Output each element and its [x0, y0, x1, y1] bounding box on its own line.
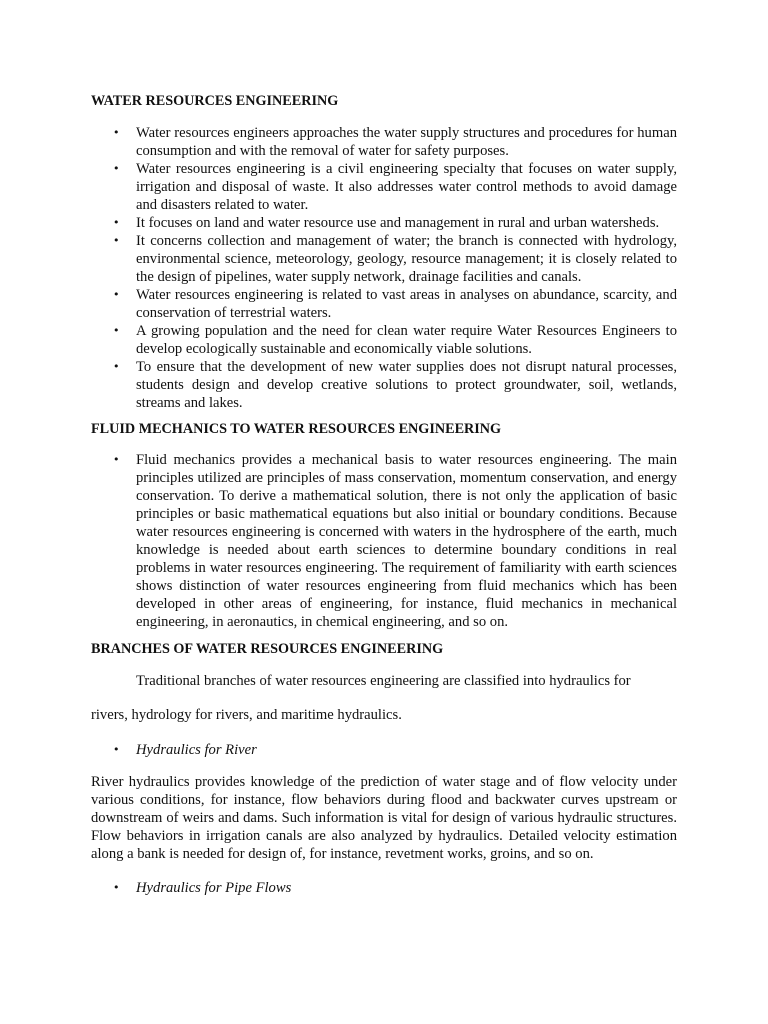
subheading-text: Hydraulics for Pipe Flows: [136, 880, 292, 896]
bullet-icon: •: [113, 881, 120, 894]
section-heading: BRANCHES OF WATER RESOURCES ENGINEERING: [91, 641, 444, 657]
subheading-text: Hydraulics for River: [136, 742, 257, 758]
section-heading: WATER RESOURCES ENGINEERING: [91, 93, 339, 109]
list-item: [91, 451, 677, 631]
section-fluid-mechanics: [91, 420, 677, 631]
subheading-hydraulics-for-river: [91, 741, 677, 759]
bullet-icon: •: [113, 288, 120, 301]
subheading-hydraulics-for-pipe-flows: [91, 879, 677, 897]
list-item-text: Fluid mechanics provides a mechanical basis to water resources engineering. The main principles utilized are principles of mass conservation, momentum conservation, and energy conservation. To derive a mathematical solution, there is not only the application of basic principles or basic mathematical equations but also initial or boundary conditions. Because water resources engineering is concerned with waters in the hydrosphere of the earth, much knowledge is needed about earth sciences to determine boundary conditions in real problems in water resources engineering. The requirement of familiarity with earth sciences shows distinction of water resources engineering from fluid mechanics which has been developed in other areas of engineering, for instance, fluid mechanics in mechanical engineering, in aeronautics, in chemical engineering, and so on.: [136, 452, 677, 630]
document-page: [91, 92, 677, 897]
list-item: [91, 160, 677, 214]
list-item: [91, 214, 677, 232]
bullet-list: [91, 124, 677, 412]
list-item-text: A growing population and the need for clean water require Water Resources Engineers to develop ecologically sustainable and economically viable solutions.: [136, 323, 677, 357]
list-item-text: Water resources engineering is a civil engineering specialty that focuses on water supply, irrigation and disposal of waste. It also addresses water control methods to avoid damage and disasters related to water.: [136, 161, 677, 213]
list-item-text: It concerns collection and management of water; the branch is connected with hydrology, environmental science, meteorology, geology, resource management; it is closely related to the design of pipelines, water supply network, drainage facilities and canals.: [136, 233, 677, 285]
bullet-icon: •: [113, 234, 120, 247]
intro-paragraph-line-2: rivers, hydrology for rivers, and maritime hydraulics.: [91, 707, 402, 723]
list-item-text: It focuses on land and water resource use and management in rural and urban watersheds.: [136, 215, 660, 231]
list-item: [91, 124, 677, 160]
bullet-icon: •: [113, 126, 120, 139]
bullet-icon: •: [113, 453, 120, 466]
bullet-list: [91, 451, 677, 631]
list-item-text: Water resources engineers approaches the water supply structures and procedures for human consumption and with the removal of water for safety purposes.: [136, 125, 677, 159]
list-item: [91, 358, 677, 412]
bullet-icon: •: [113, 324, 120, 337]
bullet-icon: •: [113, 162, 120, 175]
list-item: [91, 286, 677, 322]
list-item: [91, 232, 677, 286]
river-hydraulics-paragraph: River hydraulics provides knowledge of the prediction of water stage and of flow velocity under various conditions, for instance, flow behaviors during flood and backwater curves upstream or downstream of weirs and dams. Such information is vital for design of various hydraulic structures. Flow behaviors in irrigation canals are also analyzed by hydraulics. Detailed velocity estimation along a bank is needed for design of, for instance, revetment works, groins, and so on.: [91, 774, 677, 862]
list-item-text: Water resources engineering is related to vast areas in analyses on abundance, scarcity, and conservation of terrestrial waters.: [136, 287, 677, 321]
bullet-icon: •: [113, 216, 120, 229]
bullet-icon: •: [113, 360, 120, 373]
list-item-text: To ensure that the development of new water supplies does not disrupt natural processes, students design and develop creative solutions to protect groundwater, soil, wetlands, streams and lakes.: [136, 359, 677, 411]
list-item: [91, 322, 677, 358]
bullet-icon: •: [113, 743, 120, 756]
section-water-resources-engineering: [91, 92, 677, 412]
section-heading: FLUID MECHANICS TO WATER RESOURCES ENGINEERING: [91, 421, 502, 437]
section-branches: [91, 640, 677, 897]
intro-paragraph-line-1: Traditional branches of water resources engineering are classified into hydraulics for: [136, 673, 631, 689]
